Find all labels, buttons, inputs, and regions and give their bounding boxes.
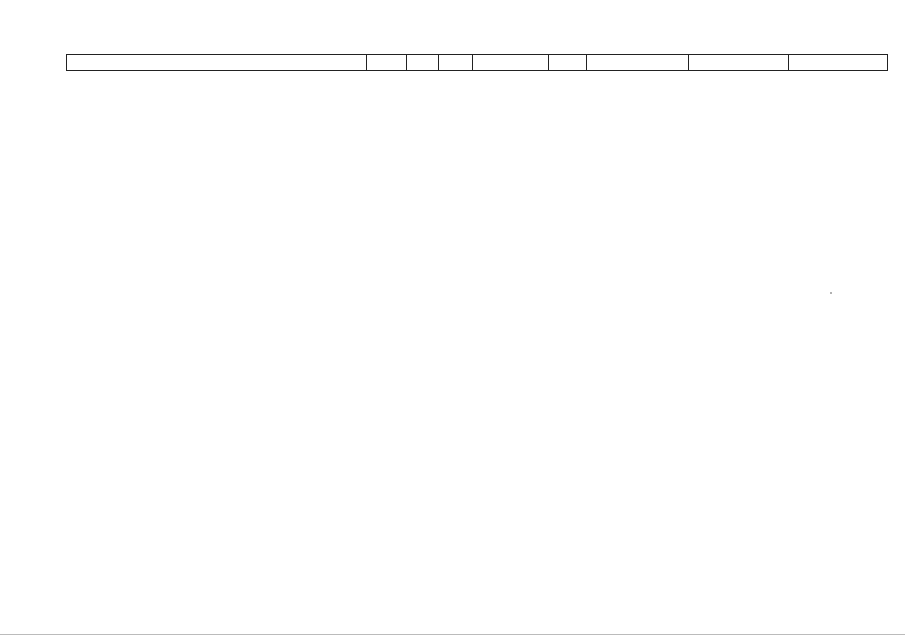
scan-bottom-edge: [0, 634, 905, 635]
header-name: [66, 54, 366, 71]
header-pr: [438, 54, 472, 71]
header-csr: [472, 54, 548, 71]
header-2016: [688, 54, 788, 71]
header-2017: [788, 54, 888, 71]
header-vr: [548, 54, 586, 71]
scan-dot: [830, 292, 832, 294]
header-rz: [406, 54, 438, 71]
header-2015: [586, 54, 688, 71]
header-ved: [366, 54, 406, 71]
